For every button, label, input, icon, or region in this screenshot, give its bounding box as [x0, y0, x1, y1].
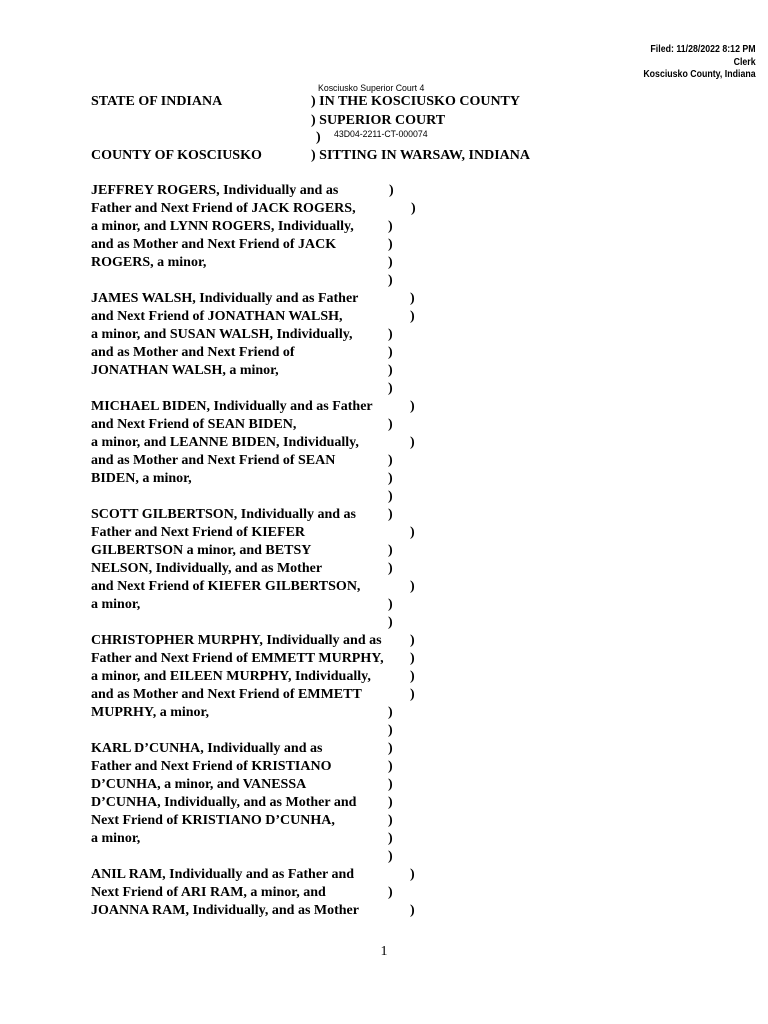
caption-paren: ) [388, 345, 393, 360]
caption-paren: ) [388, 831, 393, 846]
caption-paren: ) [388, 543, 393, 558]
party-line-text: CHRISTOPHER MURPHY, Individually and as [91, 633, 382, 648]
caption-paren: ) [388, 273, 393, 288]
court-line-1: ) IN THE KOSCIUSKO COUNTY [311, 94, 521, 109]
party-line [91, 812, 431, 830]
party-line [91, 704, 431, 722]
party-line-text: and Next Friend of KIEFER GILBERTSON, [91, 579, 361, 594]
party-line-text: D’CUNHA, Individually, and as Mother and [91, 795, 357, 810]
caption-paren: ) [388, 255, 393, 270]
caption-paren: ) [410, 651, 415, 666]
caption-paren: ) [410, 309, 415, 324]
party-line [91, 884, 431, 902]
caption-paren: ) [388, 219, 393, 234]
party-line [91, 596, 431, 614]
caption-paren: ) [388, 741, 393, 756]
party-line-text: GILBERTSON a minor, and BETSY [91, 543, 312, 558]
party-line [91, 254, 431, 272]
party-line-text: and as Mother and Next Friend of SEAN [91, 453, 336, 468]
party-block [91, 182, 431, 290]
party-line [91, 326, 431, 344]
party-line [91, 272, 431, 290]
party-line [91, 380, 431, 398]
state-label: STATE OF INDIANA [91, 94, 223, 109]
party-line [91, 902, 431, 920]
caption-paren: ) [388, 849, 393, 864]
party-line-text: a minor, and SUSAN WALSH, Individually, [91, 327, 353, 342]
party-line-text: Next Friend of KRISTIANO D’CUNHA, [91, 813, 335, 828]
party-line [91, 344, 431, 362]
party-line-text: SCOTT GILBERTSON, Individually and as [91, 507, 356, 522]
party-line [91, 542, 431, 560]
party-line [91, 236, 431, 254]
party-line [91, 668, 431, 686]
caption-paren: ) [388, 759, 393, 774]
caption-paren: ) [410, 633, 415, 648]
party-line [91, 434, 431, 452]
party-block [91, 740, 431, 866]
party-line-text: JEFFREY ROGERS, Individually and as [91, 183, 339, 198]
party-line [91, 614, 431, 632]
party-line-text: and as Mother and Next Friend of JACK [91, 237, 337, 252]
party-line [91, 362, 431, 380]
court-line-4: ) SITTING IN WARSAW, INDIANA [311, 148, 531, 163]
party-line-text: and Next Friend of SEAN BIDEN, [91, 417, 297, 432]
party-line-text: Next Friend of ARI RAM, a minor, and [91, 885, 326, 900]
caption-paren: ) [388, 471, 393, 486]
party-line-text: Father and Next Friend of KIEFER [91, 525, 306, 540]
caption-paren: ) [388, 885, 393, 900]
party-line-text: JOANNA RAM, Individually, and as Mother [91, 903, 359, 918]
caption-paren: ) [388, 489, 393, 504]
party-block [91, 506, 431, 632]
caption-paren: ) [410, 399, 415, 414]
party-line-text: a minor, [91, 597, 141, 612]
caption-paren: ) [389, 183, 394, 198]
court-line-2: ) SUPERIOR COURT [311, 113, 446, 128]
party-line [91, 218, 431, 236]
party-block [91, 632, 431, 740]
party-line [91, 686, 431, 704]
party-line [91, 866, 431, 884]
caption-paren: ) [388, 453, 393, 468]
clerk-county: Kosciusko County, Indiana [643, 69, 756, 80]
page-number: 1 [380, 944, 388, 959]
caption-paren: ) [388, 381, 393, 396]
party-line [91, 398, 431, 416]
filing-stamp [644, 44, 756, 82]
party-line [91, 560, 431, 578]
party-line [91, 290, 431, 308]
party-line-text: a minor, and EILEEN MURPHY, Individually, [91, 669, 371, 684]
caption-paren: ) [410, 867, 415, 882]
county-label: COUNTY OF KOSCIUSKO [91, 148, 262, 163]
caption-paren: ) [388, 597, 393, 612]
party-line-text: BIDEN, a minor, [91, 471, 192, 486]
caption-paren: ) [388, 705, 393, 720]
caption-paren: ) [388, 363, 393, 378]
caption-paren: ) [411, 201, 416, 216]
party-line [91, 848, 431, 866]
caption-paren: ) [388, 417, 393, 432]
party-line-text: KARL D’CUNHA, Individually and as [91, 741, 323, 756]
party-block [91, 290, 431, 398]
party-line-text: JAMES WALSH, Individually and as Father [91, 291, 359, 306]
caption-paren: ) [410, 579, 415, 594]
party-line [91, 524, 431, 542]
caption-paren: ) [410, 435, 415, 450]
party-line-text: a minor, and LEANNE BIDEN, Individually, [91, 435, 359, 450]
party-line [91, 470, 431, 488]
party-line-text: ANIL RAM, Individually and as Father and [91, 867, 355, 882]
caption-paren: ) [388, 561, 393, 576]
party-line-text: ROGERS, a minor, [91, 255, 207, 270]
party-line-text: JONATHAN WALSH, a minor, [91, 363, 279, 378]
party-line-text: Father and Next Friend of KRISTIANO [91, 759, 332, 774]
party-line [91, 200, 431, 218]
party-line-text: and Next Friend of JONATHAN WALSH, [91, 309, 343, 324]
party-line [91, 308, 431, 326]
caption-paren: ) [388, 777, 393, 792]
case-number: 43D04-2211-CT-000074 [334, 129, 428, 140]
caption-paren: ) [410, 669, 415, 684]
party-line [91, 794, 431, 812]
court-line-3: ) [316, 130, 321, 145]
party-line [91, 632, 431, 650]
caption-paren: ) [388, 507, 393, 522]
party-line [91, 578, 431, 596]
caption-paren: ) [410, 903, 415, 918]
party-line [91, 830, 431, 848]
party-line-text: a minor, and LYNN ROGERS, Individually, [91, 219, 354, 234]
caption-paren: ) [410, 687, 415, 702]
party-line-text: MICHAEL BIDEN, Individually and as Father [91, 399, 373, 414]
caption-paren: ) [388, 795, 393, 810]
party-block [91, 398, 431, 506]
party-line [91, 650, 431, 668]
parties-caption [91, 182, 431, 920]
party-line-text: NELSON, Individually, and as Mother [91, 561, 323, 576]
caption-paren: ) [388, 813, 393, 828]
party-line [91, 722, 431, 740]
party-line [91, 416, 431, 434]
party-line-text: MUPRHY, a minor, [91, 705, 209, 720]
party-block [91, 866, 431, 920]
party-line-text: and as Mother and Next Friend of EMMETT [91, 687, 362, 702]
party-line-text: and as Mother and Next Friend of [91, 345, 295, 360]
caption-paren: ) [388, 327, 393, 342]
caption-paren: ) [388, 237, 393, 252]
party-line-text: D’CUNHA, a minor, and VANESSA [91, 777, 307, 792]
caption-paren: ) [410, 291, 415, 306]
party-line [91, 488, 431, 506]
party-line [91, 758, 431, 776]
caption-paren: ) [388, 723, 393, 738]
caption-paren: ) [388, 615, 393, 630]
clerk-label: Clerk [733, 56, 756, 68]
party-line-text: Father and Next Friend of EMMETT MURPHY, [91, 651, 384, 666]
filed-date: Filed: 11/28/2022 8:12 PM [650, 44, 756, 55]
court-stamp: Kosciusko Superior Court 4 [318, 83, 425, 94]
party-line-text: Father and Next Friend of JACK ROGERS, [91, 201, 356, 216]
party-line [91, 776, 431, 794]
party-line-text: a minor, [91, 831, 141, 846]
party-line [91, 452, 431, 470]
party-line [91, 506, 431, 524]
party-line [91, 740, 431, 758]
party-line [91, 182, 431, 200]
caption-paren: ) [410, 525, 415, 540]
